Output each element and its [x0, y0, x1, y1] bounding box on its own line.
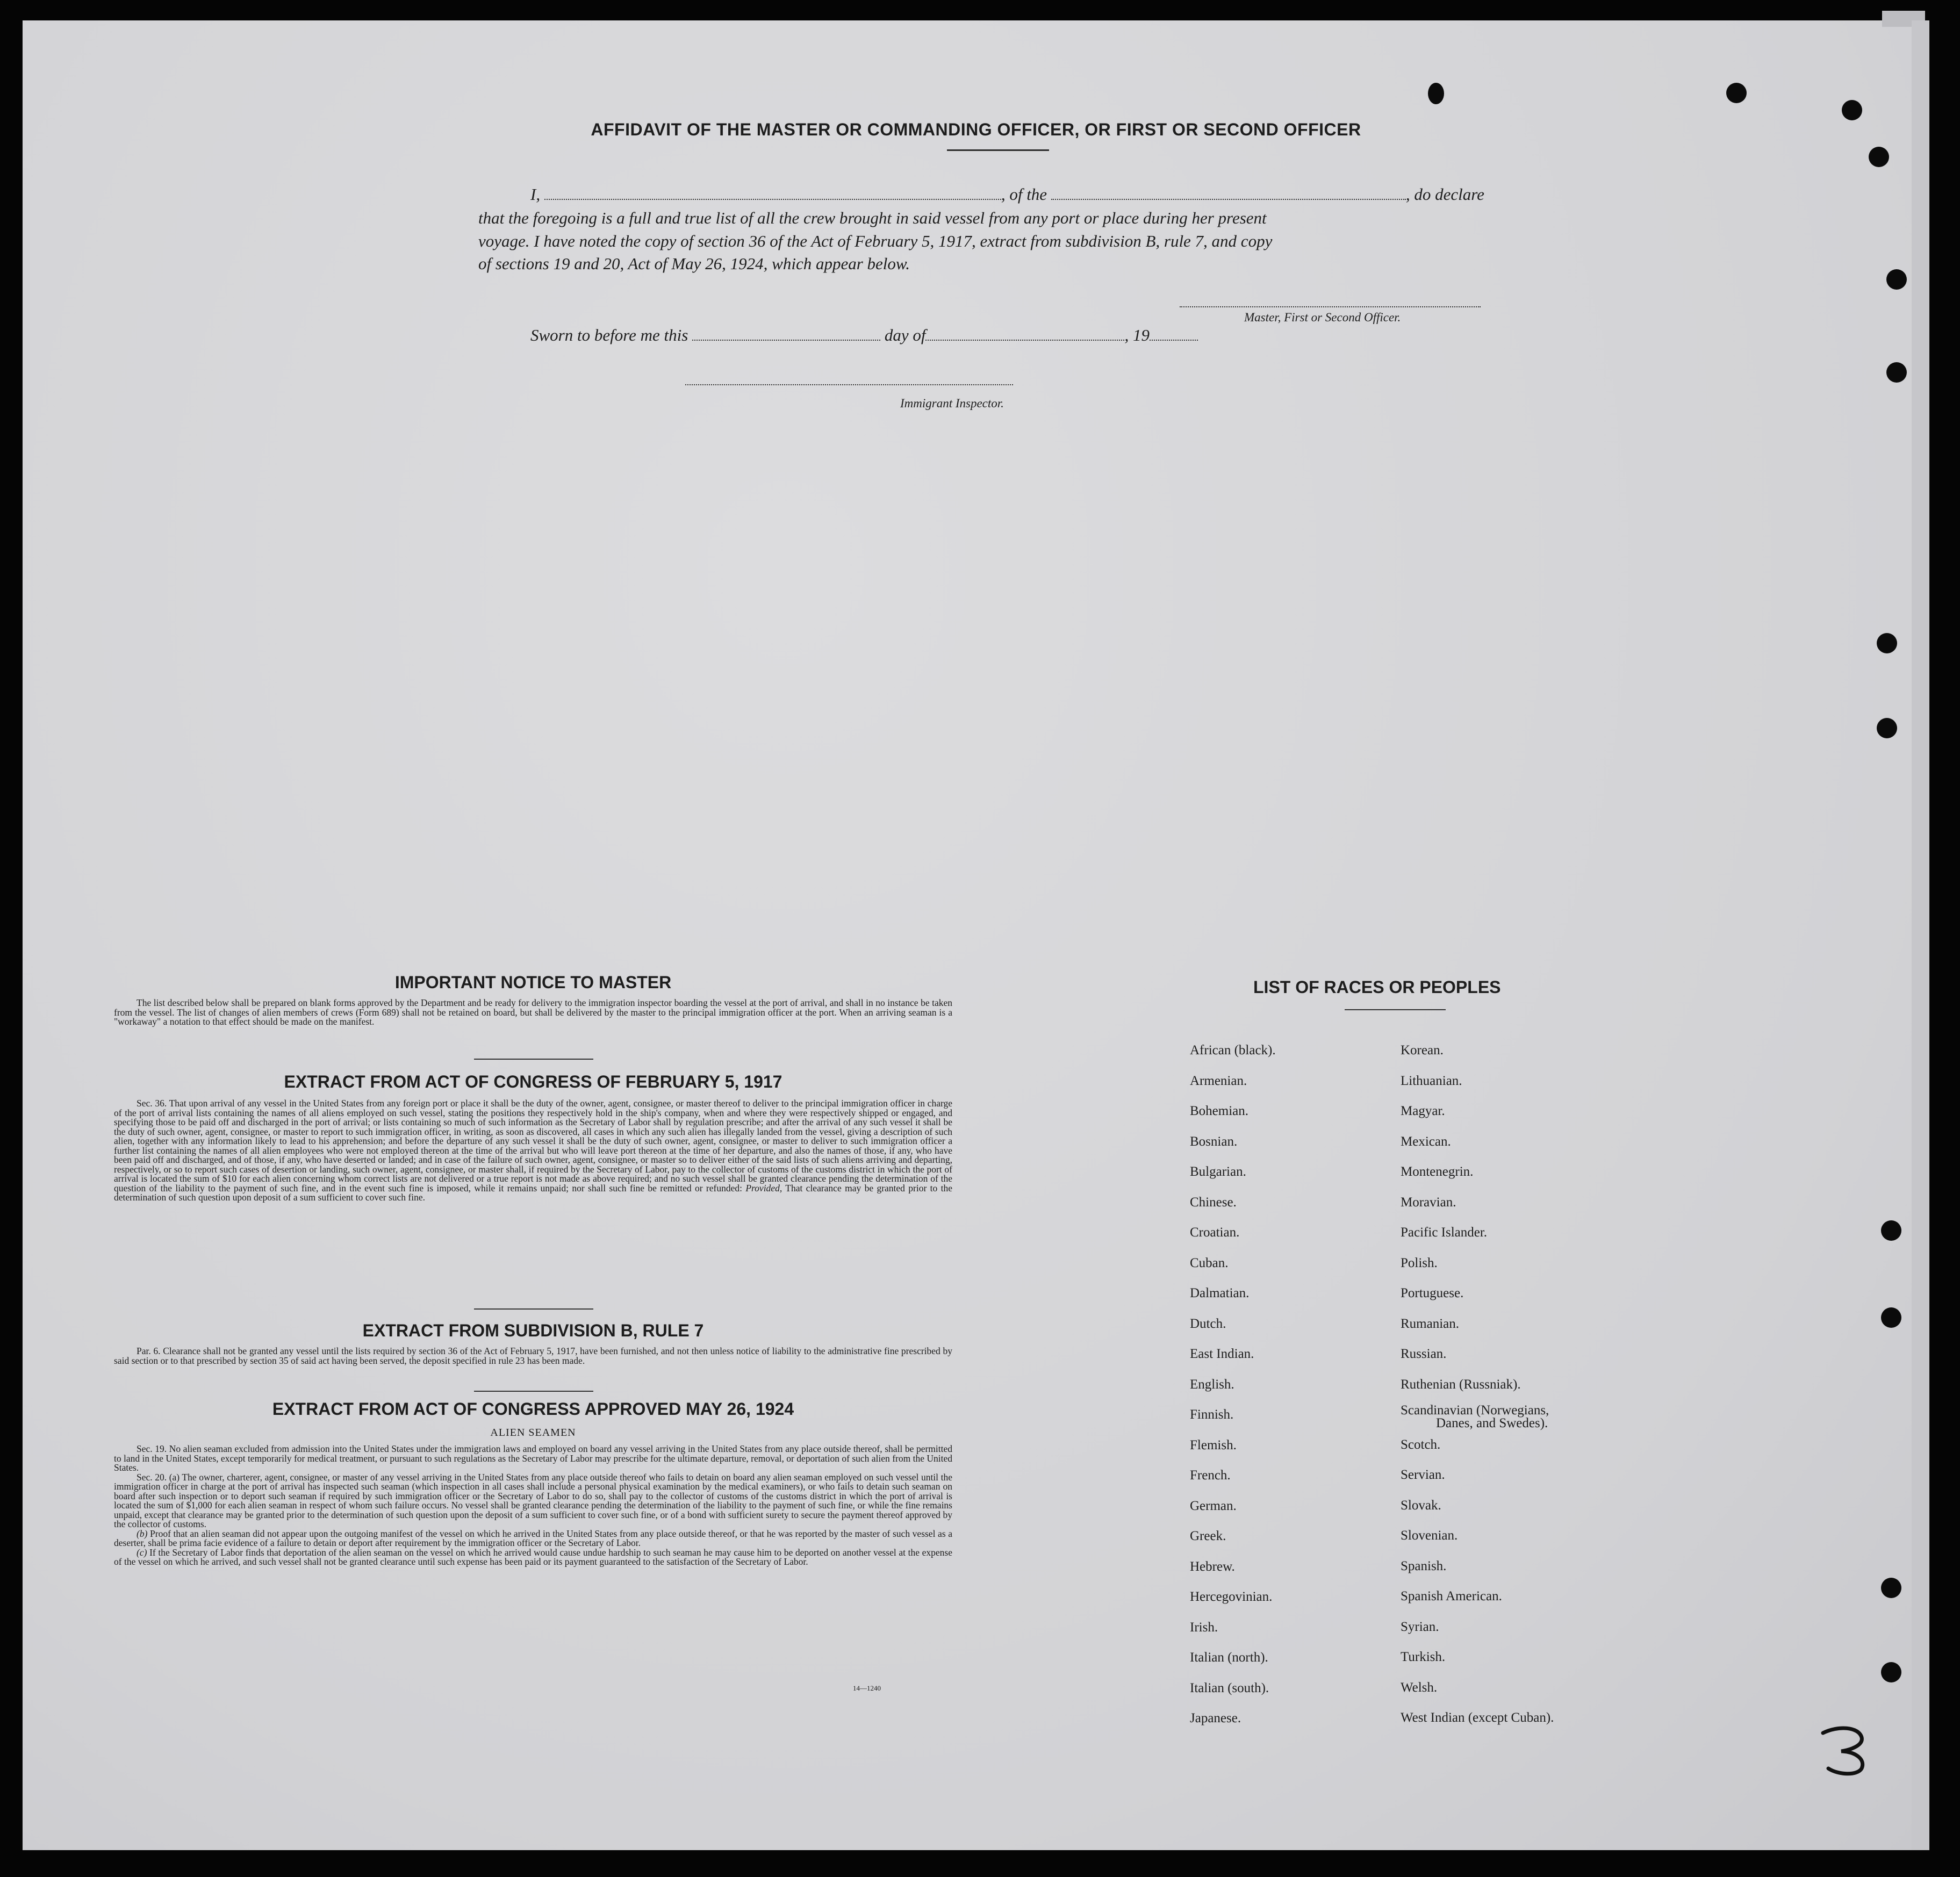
affidavit-i: I,	[530, 185, 541, 204]
affidavit-line-1	[530, 185, 1484, 204]
affidavit-do-declare: , do declare	[1405, 185, 1484, 204]
sec-20b-text: Proof that an alien seaman did not appear upon the outgoing manifest of the vessel on which he arrived in the United States from any place outside thereof, or that he was reported by the master of such vessel as a deserter, shall be prima facie evidence of a failure to detain or deport after requirement by the immigration officer or the Secretary of Labor.	[114, 1528, 952, 1548]
form-number: 14—1240	[853, 1684, 881, 1692]
races-title-rule	[1345, 1009, 1446, 1010]
master-signature-line	[1180, 306, 1481, 307]
race-item: Bohemian.	[1190, 1104, 1249, 1118]
notice-paragraph: The list described below shall be prepared on blank forms approved by the Department and be ready for delivery to the immigration inspector boarding the vessel at the port of arrival, and shall in no instance be taken from the vessel. The list of changes of alien members of crews (Form 689) shall not be retained on board, but shall be delivered by the master to the principal immigration officer at the port. When an arriving seaman is a "workaway" a notation to that effect should be made on the manifest.	[114, 997, 952, 1027]
race-item: Slovak.	[1401, 1498, 1441, 1513]
binding-hole	[1886, 269, 1907, 290]
race-item: Spanish.	[1401, 1559, 1447, 1573]
race-item: Magyar.	[1401, 1104, 1445, 1118]
race-item: Bosnian.	[1190, 1134, 1238, 1149]
race-item: Servian.	[1401, 1468, 1445, 1482]
extract-rule7-title: EXTRACT FROM SUBDIVISION B, RULE 7	[362, 1321, 704, 1340]
affidavit-of-the: , of the	[1001, 185, 1047, 204]
race-item: West Indian (except Cuban).	[1401, 1710, 1554, 1725]
race-item: Spanish American.	[1401, 1589, 1502, 1603]
race-item: Rumanian.	[1401, 1317, 1460, 1331]
notice-title: IMPORTANT NOTICE TO MASTER	[394, 973, 672, 992]
page-edge	[1912, 20, 1929, 1850]
affidavit-title: AFFIDAVIT OF THE MASTER OR COMMANDING OFFICER, OR FIRST OR SECOND OFFICER	[591, 120, 1361, 139]
extract-rule7-body	[114, 1347, 952, 1365]
sec-20c-label: (c)	[137, 1547, 147, 1558]
sec-20a-text: The owner, charterer, agent, consignee, or master of any vessel arriving in the United States from any place outside thereof who fails to detain on board any alien seaman employed on such vessel until the immigration officer in charge at the port of arrival has inspected such seaman (which inspection in all cases shall include a personal physical examination by the medical examiners), or who fails to detain such seaman on board after such inspection or to deport such seaman if required by such immigration officer or the Secretary of Labor to do so, shall pay to the collector of customs of the customs district in which the port of arrival is located the sum of $1,000 for each alien seaman in respect of whom such failure occurs. No vessel shall be granted clearance pending the determination of the liability to the payment of such fine, or while the fine remains unpaid, except that clearance may be granted prior to the determination of such question upon the deposit of a sum sufficient to cover such fine, or of a bond with sufficient surety to secure the payment thereof approved by the collector of customs.	[114, 1471, 952, 1529]
race-item: Greek.	[1190, 1529, 1226, 1543]
extract-1924-title: EXTRACT FROM ACT OF CONGRESS APPROVED MAY 26, 1924	[272, 1399, 794, 1419]
vessel-blank	[1051, 199, 1406, 200]
race-item: Welsh.	[1401, 1680, 1438, 1695]
race-item: Irish.	[1190, 1620, 1218, 1635]
sworn-text: Sworn to before me this	[530, 326, 688, 344]
binding-hole	[1886, 362, 1907, 383]
day-blank	[692, 340, 880, 341]
race-item: Armenian.	[1190, 1073, 1247, 1088]
title-rule	[947, 149, 1049, 151]
sec-19-label: Sec. 19.	[137, 1443, 167, 1454]
sec-19-text: No alien seaman excluded from admission into the United States under the immigration laws and employed on board any vessel arriving in the United States from any place outside thereof, shall be permitted to land in the United States, except temporarily for medical treatment, or pursuant to such regulations as the Secretary of Labor may prescribe for the ultimate departure, removal, or deportation of such alien from the United States.	[114, 1443, 952, 1473]
binding-hole	[1869, 147, 1889, 167]
sec-20b-label: (b)	[137, 1528, 148, 1539]
race-item: East Indian.	[1190, 1347, 1254, 1361]
month-blank	[925, 340, 1124, 341]
binding-hole	[1881, 1220, 1901, 1241]
handwritten-page-number	[1817, 1721, 1876, 1780]
race-item: Hercegovinian.	[1190, 1590, 1273, 1604]
race-item: Chinese.	[1190, 1195, 1237, 1210]
race-item: Cuban.	[1190, 1255, 1229, 1270]
race-item: German.	[1190, 1498, 1237, 1513]
race-item: Portuguese.	[1401, 1286, 1464, 1300]
race-item: Moravian.	[1401, 1195, 1456, 1210]
rule7-paragraph: Par. 6. Clearance shall not be granted any vessel until the lists required by section 36 of the Act of February 5, 1917, have been furnished, and not then unless notice of liability to the administrative fine prescribed by said section or to that prescribed by section 35 of said act having been served, the deposit specified in rule 23 has been made.	[114, 1346, 952, 1366]
binding-hole	[1877, 718, 1897, 738]
inspector-label: Immigrant Inspector.	[900, 397, 1004, 410]
races-title: LIST OF RACES OR PEOPLES	[1253, 977, 1501, 997]
race-item: Dutch.	[1190, 1316, 1226, 1331]
race-item: Japanese.	[1190, 1711, 1241, 1725]
race-item: Finnish.	[1190, 1407, 1234, 1422]
race-item: Pacific Islander.	[1401, 1225, 1488, 1240]
master-label: Master, First or Second Officer.	[1244, 311, 1401, 324]
affidavit-line-4: of sections 19 and 20, Act of May 26, 1924, which appear below.	[478, 254, 910, 273]
race-item: Turkish.	[1401, 1650, 1446, 1664]
race-item: English.	[1190, 1377, 1234, 1392]
binding-hole	[1881, 1307, 1901, 1328]
race-item: Danes, and Swedes).	[1436, 1416, 1548, 1430]
race-item: Hebrew.	[1190, 1559, 1235, 1574]
day-of-text: day of	[884, 326, 926, 344]
race-item: Scandinavian (Norwegians,	[1401, 1403, 1549, 1418]
binding-hole	[1877, 633, 1897, 653]
inspector-signature-line	[685, 384, 1013, 385]
race-item: Montenegrin.	[1401, 1164, 1474, 1179]
name-blank	[544, 199, 1001, 200]
race-item: Russian.	[1401, 1347, 1447, 1361]
race-item: Scotch.	[1401, 1437, 1441, 1452]
sec-20c-text: If the Secretary of Labor finds that deportation of the alien seaman on the vessel on which he arrived would cause undue hardship to such seaman he may cause him to be deported on another vessel at the expense of the vessel on which he arrived, and such vessel shall not be granted clearance until such expense has been paid or its payment guaranteed to the satisfaction of the Secretary of Labor.	[114, 1547, 953, 1567]
section-rule	[474, 1308, 593, 1310]
alien-seamen-subtitle: ALIEN SEAMEN	[490, 1427, 576, 1439]
sworn-line	[530, 326, 1198, 345]
sec-36-text: That upon arrival of any vessel in the United States from any foreign port or place it shall be the duty of the owner, agent, consignee, or master thereof to deliver to the principal immigration officer in charge of the port of arrival lists containing the names of all aliens employed on such vessel, stating the positions they respectively hold in the ship's company, when and where they were respectively shipped or engaged, and specifying those to be paid off and discharged in the port of arrival; or lists containing so much of such information as the Secretary of Labor shall by regulation prescribe; and after the arrival of any such vessel it shall be the duty of such owner, agent, consignee, or master to report to such immigration officer, in writing, as soon as discovered, all cases in which any such alien has illegally landed from the vessel, giving a description of such alien, together with any information likely to lead to his apprehension; and before the departure of any such vessel it shall be the duty of such owner, agent, consignee, or master to deliver to such immigration officer a further list containing the names of all alien employees who were not employed thereon at the time of the arrival but who will leave port thereon at the time of her departure, and also the names of those, if any, who have been paid off and discharged, and of those, if any, who have deserted or landed; and in case of the failure of such owner, agent, consignee, or master so to deliver either of the said lists of such aliens arriving and departing, respectively, or so to report such cases of desertion or landing, such owner, agent, consignee, or master shall, if required by the Secretary of Labor, pay to the collector of customs of the customs district in which the port of arrival is located the sum of $10 for each alien concerning whom correct lists are not delivered or a true report is not made as above required; and no such vessel shall be granted clearance pending the determination of the question of the liability to the payment of such fine, and in the event such fine is imposed, while it remains unpaid; nor shall such fine be remitted or refunded:	[114, 1098, 952, 1193]
race-item: French.	[1190, 1468, 1231, 1483]
affidavit-line-3: voyage. I have noted the copy of section 36 of the Act of February 5, 1917, extract from subdivision B, rule 7, and copy	[478, 232, 1273, 250]
document-page	[23, 20, 1929, 1850]
race-item: Slovenian.	[1401, 1528, 1458, 1543]
sec-20a-label: Sec. 20. (a)	[137, 1471, 180, 1483]
binding-hole	[1842, 100, 1862, 120]
proviso-label: Provided,	[745, 1182, 782, 1193]
binding-hole	[1881, 1662, 1901, 1682]
race-item: Lithuanian.	[1401, 1074, 1462, 1088]
binding-hole	[1428, 83, 1444, 104]
year-text: , 19	[1124, 326, 1150, 344]
section-rule	[474, 1391, 593, 1392]
race-item: Syrian.	[1401, 1620, 1439, 1634]
race-item: Polish.	[1401, 1256, 1438, 1270]
notice-body	[114, 998, 952, 1027]
race-item: Mexican.	[1401, 1134, 1451, 1149]
section-rule	[474, 1059, 593, 1060]
binding-hole	[1881, 1578, 1901, 1598]
race-item: Korean.	[1401, 1043, 1444, 1058]
race-item: Flemish.	[1190, 1437, 1237, 1452]
race-item: Ruthenian (Russniak).	[1401, 1377, 1521, 1392]
race-item: Dalmatian.	[1190, 1286, 1250, 1300]
extract-1917-body	[114, 1099, 952, 1203]
binding-hole	[1726, 83, 1747, 103]
extract-1924-body	[114, 1444, 952, 1567]
sec-36-label: Sec. 36.	[137, 1098, 167, 1109]
race-item: Italian (north).	[1190, 1650, 1268, 1665]
race-item: Italian (south).	[1190, 1680, 1269, 1695]
race-item: Croatian.	[1190, 1225, 1240, 1240]
year-blank	[1150, 340, 1198, 341]
proviso-text: That clearance may be granted prior to the determination of such question upon deposit of a sum sufficient to cover such fine.	[114, 1182, 952, 1203]
race-item: African (black).	[1190, 1043, 1276, 1058]
extract-1917-title: EXTRACT FROM ACT OF CONGRESS OF FEBRUARY 5, 1917	[284, 1072, 782, 1091]
race-item: Bulgarian.	[1190, 1164, 1246, 1179]
affidavit-line-2: that the foregoing is a full and true list of all the crew brought in said vessel from any port or place during her present	[478, 208, 1267, 227]
